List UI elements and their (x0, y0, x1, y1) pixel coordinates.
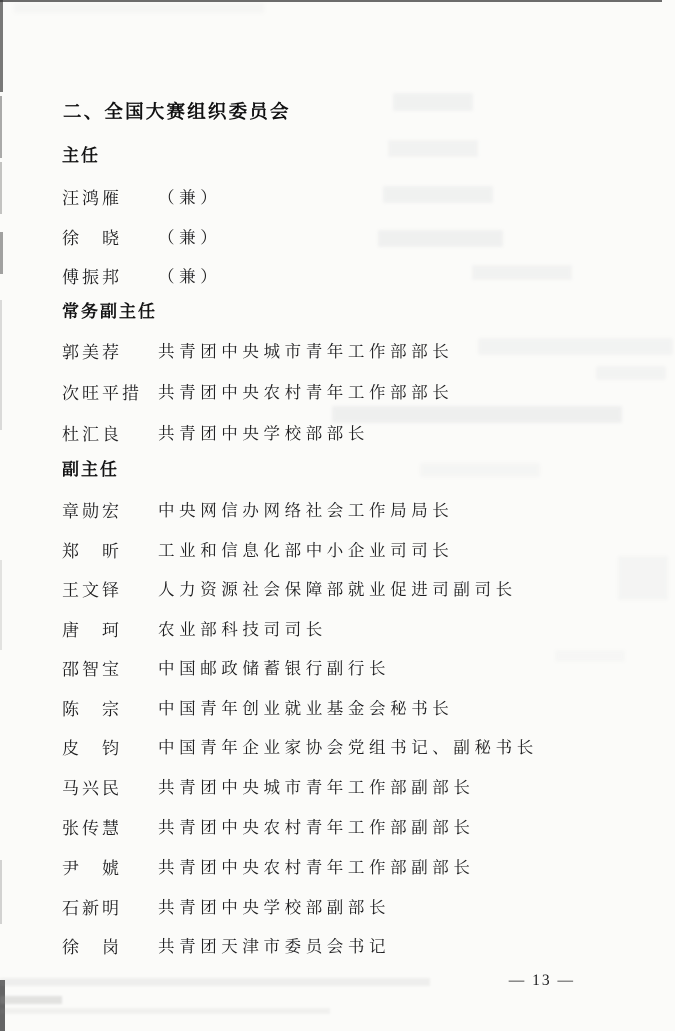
member-title: 农业部科技司司长 (158, 620, 327, 639)
scan-left-edge (0, 232, 3, 274)
section-label-director: 主任 (62, 146, 100, 166)
member-title: 人力资源社会保障部就业促进司副司长 (158, 580, 517, 599)
member-row (62, 655, 390, 680)
scan-left-edge (0, 560, 2, 650)
member-row (62, 537, 453, 562)
member-title: 共青团中央农村青年工作部部长 (158, 383, 454, 402)
member-name: 邵智宝 (62, 660, 122, 679)
member-title: 共青团中央学校部部长 (158, 424, 369, 443)
member-name: 徐 岗 (62, 938, 122, 957)
scan-left-edge (0, 860, 2, 924)
member-name: 郑 昕 (62, 542, 122, 561)
member-name: 傅振邦 (62, 268, 122, 287)
section-label-executive-deputy: 常务副主任 (62, 302, 157, 322)
document-heading: 二、全国大赛组织委员会 (63, 102, 291, 123)
member-title: 共青团中央学校部副部长 (158, 898, 391, 917)
bleed-through-artifact (478, 338, 673, 355)
member-name: 石新明 (62, 899, 122, 918)
member-title: 共青团中央农村青年工作部副部长 (158, 818, 475, 837)
scan-left-edge (0, 300, 2, 430)
member-name: 郭美荐 (62, 343, 122, 362)
scan-left-edge (0, 0, 3, 92)
member-name: 马兴民 (62, 779, 122, 798)
member-row (62, 497, 453, 522)
member-name: 唐 珂 (62, 621, 122, 640)
member-row (62, 894, 390, 919)
member-name: 杜汇良 (62, 425, 122, 444)
member-name: 张传慧 (62, 819, 122, 838)
member-name: 徐 晓 (62, 229, 122, 248)
member-title: 共青团天津市委员会书记 (158, 937, 391, 956)
member-name: 章勋宏 (62, 502, 122, 521)
scan-streak (0, 996, 62, 1004)
member-row (62, 379, 453, 404)
page-number: — 13 — (508, 972, 575, 989)
member-name: 陈 宗 (62, 700, 122, 719)
scan-smudge (14, 3, 264, 13)
member-title: （兼） (158, 267, 222, 286)
member-row (62, 338, 453, 363)
bleed-through-artifact (472, 265, 572, 280)
bleed-through-artifact (555, 650, 625, 662)
member-title: 中国邮政储蓄银行副行长 (158, 659, 391, 678)
bleed-through-artifact (332, 406, 622, 423)
member-name: 王文铎 (62, 581, 122, 600)
member-name: 次旺平措 (62, 384, 142, 403)
member-title: （兼） (158, 228, 222, 247)
member-row (62, 933, 390, 958)
member-row (62, 184, 221, 209)
scan-left-edge (0, 96, 2, 158)
member-title: 中国青年创业就业基金会秘书长 (158, 699, 454, 718)
member-name: 汪鸿雁 (62, 189, 122, 208)
bleed-through-artifact (420, 463, 540, 477)
member-row (62, 774, 475, 799)
scan-left-edge (0, 980, 5, 1031)
bleed-through-artifact (596, 366, 666, 380)
member-name: 皮 钧 (62, 739, 122, 758)
member-title: 共青团中央城市青年工作部部长 (158, 342, 454, 361)
member-row (62, 263, 221, 288)
scan-left-edge (0, 162, 2, 214)
member-row (62, 224, 221, 249)
member-title: 工业和信息化部中小企业司司长 (158, 541, 454, 560)
member-row (62, 814, 475, 839)
member-row (62, 695, 453, 720)
member-title: 中国青年企业家协会党组书记、副秘书长 (158, 738, 538, 757)
member-row (62, 616, 327, 641)
bleed-through-artifact (388, 140, 478, 157)
bleed-through-artifact (393, 93, 473, 111)
member-row (62, 854, 475, 879)
member-title: 中央网信办网络社会工作局局长 (158, 501, 454, 520)
scan-streak (0, 978, 430, 986)
member-title: 共青团中央农村青年工作部副部长 (158, 858, 475, 877)
scan-top-edge (0, 0, 662, 2)
member-row (62, 420, 369, 445)
bleed-through-artifact (383, 186, 493, 203)
bleed-through-artifact (618, 556, 668, 600)
scan-streak (0, 1008, 330, 1014)
member-name: 尹 婋 (62, 859, 122, 878)
member-title: 共青团中央城市青年工作部副部长 (158, 778, 475, 797)
bleed-through-artifact (378, 230, 503, 247)
member-row (62, 734, 538, 759)
section-label-deputy: 副主任 (62, 460, 119, 480)
member-title: （兼） (158, 188, 222, 207)
member-row (62, 576, 517, 601)
